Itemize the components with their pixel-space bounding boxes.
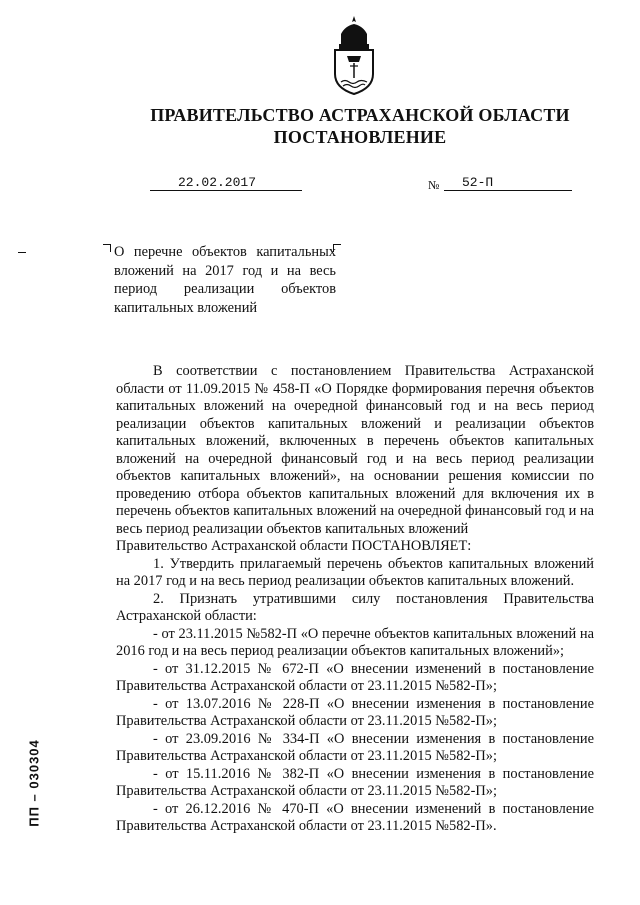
subject-corner-left: [103, 244, 111, 252]
document-type: ПОСТАНОВЛЕНИЕ: [273, 127, 447, 147]
organization-title: ПРАВИТЕЛЬСТВО АСТРАХАНСКОЙ ОБЛАСТИ: [150, 105, 570, 125]
margin-mark: [18, 252, 26, 253]
repealed-item: - от 26.12.2016 № 470-П «О внесении изменений в постановление Правительства Астраханской области от 23.11.2015 №582-П».: [116, 800, 594, 834]
item-1: 1. Утвердить прилагаемый перечень объектов капитальных вложений на 2017 год и на весь период реализации объектов капитальных вложений.: [116, 555, 594, 589]
astrakhan-coat-of-arms-icon: [323, 14, 385, 96]
repealed-item: - от 23.09.2016 № 334-П «О внесении изменения в постановление Правительства Астраханской области от 23.11.2015 №582-П»;: [116, 730, 594, 764]
preamble-paragraph: В соответствии с постановлением Правительства Астраханской области от 11.09.2015 № 458-П «О Порядке формирования перечня объектов капитальных вложений на очередной финансовый год и на весь период реализации объектов капитальных вложений и реализации объектов капитальных вложений, включенных в перечень объектов капитальных вложений на очередной финансовый год и на весь период реализации объектов капитальных вложений», на основании решения комиссии по проведению отбора объектов капитальных вложений для включения их в перечень объектов капитальных вложений на очередной финансовый год и на весь период реализации объектов капитальных вложений: [116, 363, 594, 537]
side-registration-stamp: [18, 688, 50, 878]
document-body: [116, 363, 594, 836]
repealed-item: - от 13.07.2016 № 228-П «О внесении изменения в постановление Правительства Астраханской области от 23.11.2015 №582-П»;: [116, 695, 594, 729]
number-underline: [444, 190, 572, 191]
number-sign: №: [428, 178, 440, 192]
document-subject: О перечне объектов капитальных вложений на 2017 год и на весь период реализации объектов капитальных вложений: [114, 244, 336, 316]
item-2: 2. Признать утратившими силу постановления Правительства Астраханской области:: [116, 590, 594, 624]
repealed-item: - от 31.12.2015 № 672-П «О внесении изменений в постановление Правительства Астраханской области от 23.11.2015 №582-П»;: [116, 660, 594, 694]
side-stamp-text: ПП – 030304: [26, 739, 42, 827]
resolves-line: Правительство Астраханской области ПОСТАНОВЛЯЕТ:: [116, 538, 472, 554]
document-number: 52-П: [462, 175, 494, 190]
repealed-item: - от 15.11.2016 № 382-П «О внесении изменения в постановление Правительства Астраханской области от 23.11.2015 №582-П»;: [116, 765, 594, 799]
repealed-item: - от 23.11.2015 №582-П «О перечне объектов капитальных вложений на 2016 год и на весь период реализации объектов капитальных вложений»;: [116, 625, 594, 659]
document-date: 22.02.2017: [178, 175, 257, 190]
date-underline: [150, 190, 302, 191]
